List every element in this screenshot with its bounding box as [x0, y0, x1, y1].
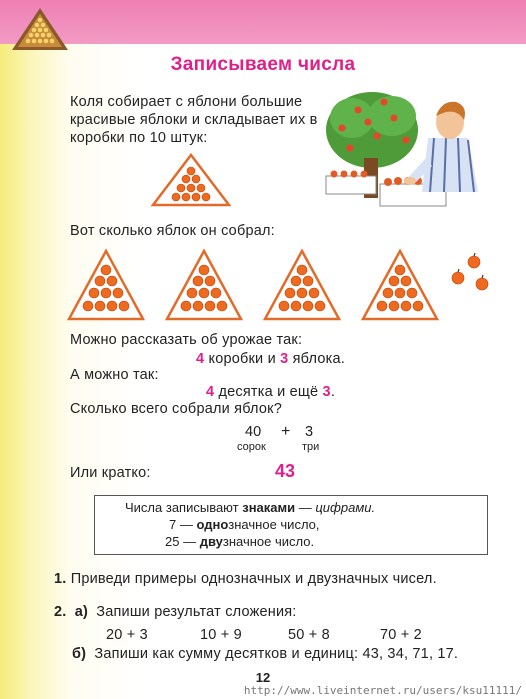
exercise-1-number: 1.	[54, 571, 67, 587]
rule-line-1	[125, 500, 375, 515]
watermark-url: http://www.liveinternet.ru/users/ksu11111/	[243, 684, 522, 697]
loose-apples-icon	[446, 250, 496, 292]
rule-l3-num: 25 —	[165, 534, 197, 549]
rule-dash: —	[298, 500, 312, 515]
exercise-1	[54, 571, 437, 588]
answer-number: 43	[275, 461, 296, 481]
exercise-2b	[72, 646, 458, 663]
sum-ones-word: три	[302, 441, 320, 453]
rule-l3-rest: значное число.	[222, 534, 315, 549]
exercise-2a-label: а)	[74, 604, 89, 620]
rule-l2-bold: одно	[196, 517, 229, 532]
rule-italic: цифрами.	[315, 500, 376, 515]
top-band	[0, 0, 526, 44]
rule-box	[94, 495, 488, 555]
sum-item: 50 + 8	[288, 627, 330, 643]
apple-box-triangle-icon	[360, 248, 440, 322]
sum-tens-word: сорок	[237, 441, 266, 453]
rule-pre: Числа записывают	[125, 500, 239, 515]
rule-bold: знаками	[242, 500, 296, 515]
exercise-2a-text: Запиши результат сложения:	[96, 604, 297, 620]
apple-box-triangle-icon	[150, 152, 232, 208]
triangle-logo-icon	[10, 6, 70, 52]
sum-item: 10 + 9	[200, 627, 242, 643]
intro-line-3: коробки по 10 штук:	[70, 130, 208, 146]
exercise-2b-label: б)	[72, 646, 87, 662]
page-number: 12	[255, 670, 271, 685]
intro-line-1: Коля собирает с яблони большие	[70, 94, 303, 110]
sum-tens: 40	[245, 424, 262, 440]
alt-text: А можно так:	[70, 367, 159, 383]
collected-text: Вот сколько яблок он собрал:	[70, 223, 275, 239]
boxes-number: 4	[196, 351, 205, 367]
apple-box-triangle-icon	[164, 248, 244, 322]
tens-number: 4	[206, 384, 215, 400]
rule-line-2	[169, 517, 320, 532]
short-label: Или кратко:	[70, 465, 151, 481]
exercise-2b-text: Запиши как сумму десятков и единиц: 43, 34, 71, 17.	[94, 646, 459, 662]
tell-harvest-text: Можно рассказать об урожае так:	[70, 332, 303, 348]
apples-number: 3	[280, 351, 289, 367]
question-text: Сколько всего собрали яблок?	[70, 401, 282, 417]
tens-line	[206, 384, 335, 401]
ones-end: .	[330, 384, 336, 400]
tens-word: десятка и ещё	[218, 384, 319, 400]
rule-line-3	[165, 534, 314, 549]
sum-item: 20 + 3	[106, 627, 148, 643]
sum-item: 70 + 2	[380, 627, 422, 643]
rule-l2-num: 7 —	[169, 517, 193, 532]
ones-number: 3	[322, 384, 331, 400]
intro-line-2: красивые яблоки и складывает их в	[70, 112, 318, 128]
apple-box-triangle-icon	[66, 248, 146, 322]
exercise-2a	[54, 604, 297, 621]
rule-l3-bold: дву	[199, 534, 223, 549]
apples-word: яблока.	[292, 351, 345, 367]
exercise-2-number: 2.	[54, 604, 67, 620]
page-title: Записываем числа	[170, 54, 356, 75]
sum-plus: +	[281, 423, 291, 440]
boy-apple-tree-illustration	[322, 88, 484, 214]
boxes-word: коробки и	[208, 351, 276, 367]
rule-l2-rest: значное число,	[228, 517, 320, 532]
boxes-line	[196, 351, 345, 368]
sum-ones: 3	[305, 424, 314, 440]
exercise-1-text: Приведи примеры однозначных и двузначных чисел.	[70, 571, 437, 587]
apple-box-triangle-icon	[262, 248, 342, 322]
